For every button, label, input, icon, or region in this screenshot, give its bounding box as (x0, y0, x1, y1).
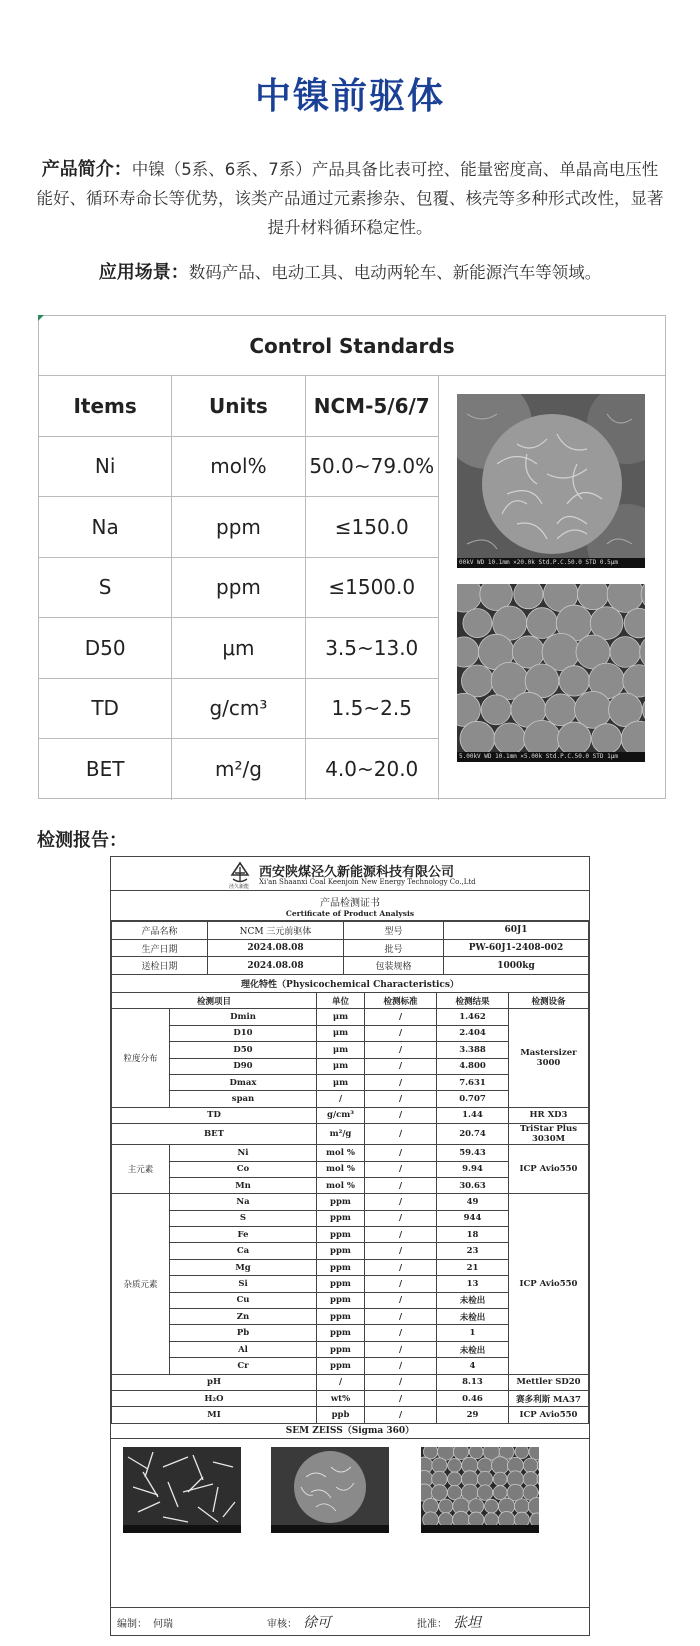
result-cell: D50 (170, 1042, 317, 1058)
particle (477, 1471, 492, 1486)
standards-cell: Na (39, 497, 172, 557)
result-cell: 1.44 (437, 1107, 509, 1123)
group-label: 杂质元素 (112, 1194, 170, 1374)
result-cell: / (365, 1276, 437, 1292)
standards-images (439, 376, 665, 799)
result-cell: Co (170, 1161, 317, 1177)
result-cell: Pb (170, 1325, 317, 1341)
standards-cell: ≤150.0 (306, 497, 439, 557)
particle (523, 1472, 538, 1487)
standards-row (39, 739, 439, 800)
cert-sem-3-graphic (421, 1447, 539, 1533)
particle (493, 1486, 507, 1500)
result-cell: D90 (170, 1058, 317, 1074)
sem-info-bar (421, 1525, 539, 1533)
particle (461, 665, 493, 697)
result-cell: MI (112, 1407, 317, 1423)
result-cell: ppm (317, 1243, 365, 1259)
result-cell: mol % (317, 1177, 365, 1193)
result-cell: 49 (437, 1194, 509, 1210)
result-cell: TD (112, 1107, 317, 1123)
standards-header-row (39, 376, 439, 437)
standards-row (39, 618, 439, 679)
result-cell: 2.404 (437, 1025, 509, 1041)
result-cell: / (365, 1042, 437, 1058)
result-cell: m²/g (317, 1124, 365, 1145)
result-cell: 0.46 (437, 1390, 509, 1406)
result-cell: Na (170, 1194, 317, 1210)
result-cell: H₂O (112, 1390, 317, 1406)
sem-overview-caption: 5.00kV WD 10.1mm ×5.00k Std.P.C.50.0 STD 1μm (457, 752, 645, 762)
particle (545, 694, 577, 726)
device-cell: Mastersizer 3000 (509, 1009, 589, 1107)
result-cell: / (365, 1210, 437, 1226)
model-value: 60J1 (444, 922, 589, 940)
result-cell: 9.94 (437, 1161, 509, 1177)
particle (481, 695, 511, 725)
result-cell: Cu (170, 1292, 317, 1308)
info-row (112, 957, 589, 975)
result-cell: Ni (170, 1145, 317, 1161)
certificate-sem-images (111, 1439, 589, 1537)
particle (558, 722, 591, 755)
col-header: 检测标准 (365, 993, 437, 1009)
group-label: 粒度分布 (112, 1009, 170, 1107)
usage-label: 应用场景： (98, 262, 189, 283)
result-cell: / (365, 1107, 437, 1123)
result-cell: 29 (437, 1407, 509, 1423)
result-cell: / (365, 1227, 437, 1243)
standards-cell: 50.0~79.0% (306, 437, 439, 497)
particle (439, 1499, 453, 1513)
intro-text: 中镍（5系、6系、7系）产品具备比表可控、能量密度高、单晶高电压性能好、循环寿命长等优势，该类产品通过元素掺杂、包覆、核壳等多种形式改性，显著提升材料循环稳定性。 (36, 160, 664, 237)
particle (431, 1485, 447, 1501)
reviewer-signature: 徐可 (303, 1615, 331, 1631)
result-cell: / (365, 1358, 437, 1374)
standards-cell: ≤1500.0 (306, 558, 439, 618)
result-cell: μm (317, 1058, 365, 1074)
usage-text: 数码产品、电动工具、电动两轮车、新能源汽车等领域。 (188, 263, 602, 282)
result-cell: 1.462 (437, 1009, 509, 1025)
standards-cell: 1.5~2.5 (306, 679, 439, 739)
result-cell: pH (112, 1374, 317, 1390)
result-cell: 4.800 (437, 1058, 509, 1074)
standards-cell: ppm (172, 558, 305, 618)
result-cell: Mg (170, 1259, 317, 1275)
standards-cell: ppm (172, 497, 305, 557)
sem-section-title: SEM ZEISS（Sigma 360） (111, 1423, 589, 1439)
result-row (112, 1194, 589, 1210)
result-cell: 1 (437, 1325, 509, 1341)
result-row (112, 1009, 589, 1025)
result-row (112, 1107, 589, 1123)
particle (432, 1458, 447, 1473)
standards-header-cell: Units (172, 376, 305, 436)
result-cell: / (365, 1194, 437, 1210)
result-cell: / (365, 1341, 437, 1357)
standards-cell: TD (39, 679, 172, 739)
batch-value: PW-60J1-2408-002 (444, 939, 589, 957)
result-cell: S (170, 1210, 317, 1226)
particle (460, 721, 495, 756)
standards-cell: D50 (39, 618, 172, 678)
result-cell: Si (170, 1276, 317, 1292)
result-cell: 13 (437, 1276, 509, 1292)
batch-label: 批号 (344, 939, 444, 957)
result-cell: 7.631 (437, 1074, 509, 1090)
compiler-name: 何瑞 (153, 1619, 173, 1630)
result-cell: / (365, 1025, 437, 1041)
standards-cell: S (39, 558, 172, 618)
result-row (112, 1374, 589, 1390)
intro-label: 产品简介： (41, 159, 132, 180)
result-cell: 23 (437, 1243, 509, 1259)
standards-cell: μm (172, 618, 305, 678)
standards-header-cell: NCM-5/6/7 (306, 376, 439, 436)
pack-value: 1000kg (444, 957, 589, 975)
section-title-row (112, 975, 589, 993)
result-cell: / (365, 1259, 437, 1275)
col-header: 检测结果 (437, 993, 509, 1009)
result-cell: / (365, 1124, 437, 1145)
result-cell: ppm (317, 1259, 365, 1275)
result-cell: / (365, 1309, 437, 1325)
particle (592, 724, 622, 754)
particle (514, 584, 543, 609)
result-cell: 30.63 (437, 1177, 509, 1193)
result-cell: / (365, 1243, 437, 1259)
date-value: 2024.08.08 (208, 939, 344, 957)
certificate-title (111, 891, 589, 921)
device-cell: ICP Avio550 (509, 1194, 589, 1374)
result-cell: ppm (317, 1276, 365, 1292)
particle (448, 1472, 462, 1486)
reviewer-label: 审核： (267, 1619, 297, 1630)
name-value: NCM 三元前驱体 (208, 922, 344, 940)
result-cell: g/cm³ (317, 1107, 365, 1123)
result-cell: BET (112, 1124, 317, 1145)
particle (610, 637, 641, 668)
standards-row (39, 497, 439, 558)
cert-sem-image-3 (421, 1447, 539, 1533)
report-label: 检测报告： (37, 830, 127, 851)
particle (469, 1499, 484, 1514)
result-cell: μm (317, 1074, 365, 1090)
inspect-value: 2024.08.08 (208, 957, 344, 975)
particle (485, 1499, 499, 1513)
standards-row (39, 558, 439, 619)
particle (590, 607, 623, 640)
result-row (112, 1407, 589, 1423)
result-row (112, 1390, 589, 1406)
result-cell: / (365, 1009, 437, 1025)
particle (515, 1447, 529, 1459)
result-cell: / (365, 1161, 437, 1177)
result-cell: 20.74 (437, 1124, 509, 1145)
compiler-label: 编制： (117, 1619, 147, 1630)
col-header: 单位 (317, 993, 365, 1009)
result-row (112, 1145, 589, 1161)
result-cell: Al (170, 1341, 317, 1357)
result-cell: 944 (437, 1210, 509, 1226)
result-cell: 0.707 (437, 1091, 509, 1107)
standards-cell: mol% (172, 437, 305, 497)
product-info-table (111, 921, 589, 993)
result-row (112, 1124, 589, 1145)
standards-title: Control Standards (39, 316, 665, 376)
standards-cell: 3.5~13.0 (306, 618, 439, 678)
result-cell: Zn (170, 1309, 317, 1325)
results-table (111, 992, 589, 1424)
result-cell: mol % (317, 1161, 365, 1177)
particle (494, 723, 525, 754)
particle (463, 609, 492, 638)
result-cell: / (317, 1091, 365, 1107)
approver-label: 批准： (417, 1619, 447, 1630)
company-logo-icon (229, 861, 251, 885)
certificate-title-cn: 产品检测证书 (320, 898, 380, 909)
result-cell: Dmax (170, 1074, 317, 1090)
sem-closeup-graphic (457, 394, 645, 568)
result-cell: ppm (317, 1210, 365, 1226)
particle (448, 1459, 462, 1473)
logo-text: 泾久新能 (228, 884, 249, 890)
particle (493, 1472, 507, 1486)
standards-cell: g/cm³ (172, 679, 305, 739)
cert-sem-image-2 (271, 1447, 389, 1533)
col-header: 检测项目 (112, 993, 317, 1009)
result-cell: / (365, 1390, 437, 1406)
approver-signature: 张坦 (453, 1615, 481, 1631)
section-title: 理化特性（Physicochemical Characteristics） (112, 975, 589, 993)
result-cell: μm (317, 1025, 365, 1041)
particle (559, 666, 589, 696)
standards-header-cell: Items (39, 376, 172, 436)
result-cell: / (365, 1145, 437, 1161)
result-cell: 未检出 (437, 1292, 509, 1308)
result-cell: 未检出 (437, 1309, 509, 1325)
result-cell: / (365, 1292, 437, 1308)
result-cell: / (365, 1325, 437, 1341)
result-cell: Mettler SD20 (509, 1374, 589, 1390)
standards-row (39, 437, 439, 498)
result-cell: HR XD3 (509, 1107, 589, 1123)
pack-label: 包装规格 (344, 957, 444, 975)
name-label: 产品名称 (112, 922, 208, 940)
cert-sem-2-graphic (271, 1447, 389, 1533)
page-title: 中镍前驱体 (254, 76, 445, 117)
particle (439, 1513, 453, 1527)
device-cell: ICP Avio550 (509, 1145, 589, 1194)
result-cell: ppb (317, 1407, 365, 1423)
usage-scenario (0, 258, 700, 284)
result-cell: / (317, 1374, 365, 1390)
particle (527, 608, 558, 639)
particle (491, 1457, 508, 1474)
result-cell: Ca (170, 1243, 317, 1259)
date-label: 生产日期 (112, 939, 208, 957)
info-row (112, 939, 589, 957)
result-cell: 21 (437, 1259, 509, 1275)
result-cell: / (365, 1058, 437, 1074)
certificate-header (111, 857, 589, 891)
result-cell: Dmin (170, 1009, 317, 1025)
control-standards-table (38, 315, 666, 799)
result-cell: 赛多利斯 MA37 (509, 1390, 589, 1406)
header-row (112, 993, 589, 1009)
company-name-cn: 西安陕煤泾久新能源科技有限公司 (259, 865, 455, 880)
info-row (112, 922, 589, 940)
result-cell: ppm (317, 1194, 365, 1210)
result-cell: ppm (317, 1325, 365, 1341)
result-cell: D10 (170, 1025, 317, 1041)
sem-image-closeup (457, 394, 645, 568)
result-cell: / (365, 1374, 437, 1390)
inspect-label: 送检日期 (112, 957, 208, 975)
col-header: 检测设备 (509, 993, 589, 1009)
result-cell: mol % (317, 1145, 365, 1161)
standards-cell: BET (39, 739, 172, 800)
sem-overview-graphic (457, 584, 645, 762)
result-cell: ppm (317, 1292, 365, 1308)
result-cell: TriStar Plus 3030M (509, 1124, 589, 1145)
result-cell: ppm (317, 1227, 365, 1243)
particle (523, 1458, 538, 1473)
particle (478, 1458, 493, 1473)
result-cell: span (170, 1091, 317, 1107)
company-name-en: Xi'an Shaanxi Coal Keenjoin New Energy Technology Co.,Ltd (259, 878, 476, 886)
result-cell: Cr (170, 1358, 317, 1374)
sem-closeup-caption: 00kV WD 10.1mm ×20.0k Std.P.C.50.0 STD 0.5μm (457, 558, 645, 568)
particle (484, 1513, 498, 1527)
product-intro (36, 155, 664, 242)
result-cell: / (365, 1407, 437, 1423)
result-cell: μm (317, 1009, 365, 1025)
result-cell: ppm (317, 1341, 365, 1357)
particle (477, 1485, 493, 1501)
standards-cell: Ni (39, 437, 172, 497)
result-cell: Mn (170, 1177, 317, 1193)
result-cell: μm (317, 1042, 365, 1058)
result-cell: / (365, 1091, 437, 1107)
group-label: 主元素 (112, 1145, 170, 1194)
result-cell: 未检出 (437, 1341, 509, 1357)
sem-image-overview (457, 584, 645, 762)
result-cell: 18 (437, 1227, 509, 1243)
certificate (110, 856, 590, 1636)
certificate-title-en: Certificate of Product Analysis (285, 909, 415, 918)
particle (514, 1499, 529, 1514)
result-cell: 3.388 (437, 1042, 509, 1058)
model-label: 型号 (344, 922, 444, 940)
result-cell: 59.43 (437, 1145, 509, 1161)
standards-row (39, 679, 439, 740)
result-cell: ICP Avio550 (509, 1407, 589, 1423)
result-cell: ppm (317, 1309, 365, 1325)
result-cell: / (365, 1074, 437, 1090)
result-cell: wt% (317, 1390, 365, 1406)
certificate-footer (111, 1607, 589, 1635)
standards-grid (39, 376, 439, 800)
result-cell: ppm (317, 1358, 365, 1374)
cert-sem-image-1 (123, 1447, 241, 1533)
standards-cell: 4.0~20.0 (306, 739, 439, 800)
particle (512, 636, 544, 668)
result-cell: Fe (170, 1227, 317, 1243)
standards-cell: m²/g (172, 739, 305, 800)
result-cell: 4 (437, 1358, 509, 1374)
cert-sem-1-graphic (123, 1447, 241, 1533)
result-cell: / (365, 1177, 437, 1193)
result-cell: 8.13 (437, 1374, 509, 1390)
